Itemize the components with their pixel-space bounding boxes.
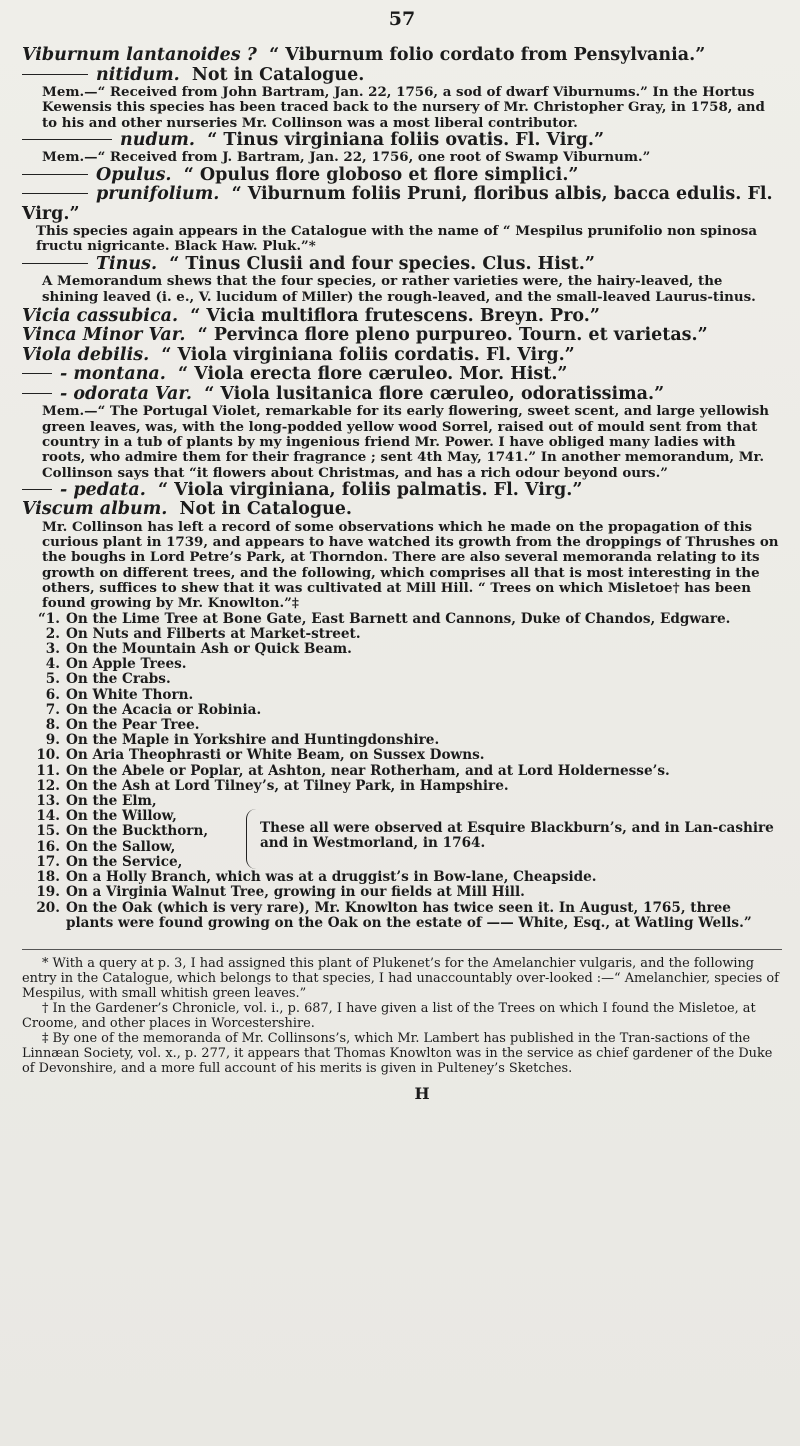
list-item-number: “1. — [37, 610, 60, 627]
list-item — [22, 627, 782, 642]
memo-paragraph: Mem.—“ The Portugal Violet, remarkable for its early flowering, sweet scent, and large yellowish green leaves, was, with the long-podded yellow wood Sorrel, raised out of mould sent from that country in a tub of plants by my ingenious friend Mr. Power. I have obliged many ladies with roots, who admire them for their fragrance ; sent 4th May, 1741.” In another memorandum, Mr. Collinson says that “it flowers about Christmas, and has a rich odour beyond ours.” — [42, 403, 770, 481]
list-item-text: On the Maple in Yorkshire and Huntingdonshire. — [66, 732, 440, 749]
list-item-text: On the Service, — [66, 853, 183, 870]
entry-nitidum: nitidum. Not in Catalogue. — [22, 66, 782, 86]
list-item-number: 6. — [45, 686, 60, 703]
list-item-number: 16. — [36, 838, 60, 855]
list-item — [22, 794, 782, 809]
bracket-note: These all were observed at Esquire Blackburn’s, and in Lan-cashire and in Westmorland, in 1764. — [260, 820, 774, 852]
entry-viola-odorata: - odorata Var. “ Viola lusitanica flore cæruleo, odoratissima.” — [22, 385, 782, 405]
list-item — [22, 779, 782, 794]
entry-prunifolium: prunifolium. “ Viburnum foliis Pruni, floribus albis, bacca edulis. Fl. Virg.” — [22, 184, 773, 224]
list-item-text: On the Ash at Lord Tilney’s, at Tilney Park, in Hampshire. — [66, 777, 509, 794]
list-item-text: On Apple Trees. — [66, 656, 187, 673]
list-item — [22, 642, 782, 657]
list-item-text: On Aria Theophrasti or White Beam, on Sussex Downs. — [66, 747, 485, 764]
list-item-text: On the Acacia or Robinia. — [66, 701, 262, 718]
entry-tinus: Tinus. “ Tinus Clusii and four species. Clus. Hist.” — [22, 255, 782, 275]
list-item-text: On the Abele or Poplar, at Ashton, near Rotherham, and at Lord Holdernesse’s. — [66, 762, 670, 779]
list-item-number: 20. — [36, 899, 60, 916]
list-item-text: On the Sallow, — [66, 838, 176, 855]
list-item-number: 8. — [45, 717, 60, 734]
list-item — [22, 657, 782, 672]
memorandum-paragraph: A Memorandum shews that the four species, or rather varieties were, the hairy-leaved, the shining leaved (i. e., V. lucidum of Miller) the rough-leaved, and the small-leaved Laurus-tinus. — [42, 273, 756, 305]
list-item — [22, 855, 782, 870]
list-item — [22, 718, 782, 733]
list-item-text: On the Crabs. — [66, 671, 171, 688]
entry-nudum: nudum. “ Tinus virginiana foliis ovatis. Fl. Virg.” — [22, 131, 782, 151]
list-item — [22, 764, 782, 779]
list-item-number: 17. — [36, 853, 60, 870]
memo-paragraph: Mem.—“ Received from John Bartram, Jan. 22, 1756, a sod of dwarf Viburnums.” In the Hortus Kewensis this species has been traced back to the nursery of Mr. Christopher Gray, in 1758, and to his and other nurseries Mr. Collinson was a most liberal contributor. — [42, 84, 765, 131]
footnote: † In the Gardener’s Chronicle, vol. i., p. 687, I have given a list of the Trees on which I found the Misletoe, at Croome, and other places in Worcestershire. — [22, 1000, 756, 1031]
list-item-number: 18. — [36, 869, 60, 886]
brace-mark — [246, 809, 257, 869]
list-item — [22, 870, 782, 885]
list-item-number: 4. — [45, 656, 60, 673]
list-item-number: 13. — [36, 793, 60, 810]
entry-viola-debilis: Viola debilis. “ Viola virginiana foliis cordatis. Fl. Virg.” — [22, 344, 575, 365]
list-item-number: 11. — [36, 762, 60, 779]
entry-vinca-minor: Vinca Minor Var. “ Pervinca flore pleno purpureo. Tourn. et varietas.” — [22, 325, 708, 346]
list-item-text: On a Virginia Walnut Tree, growing in our fields at Mill Hill. — [66, 884, 525, 901]
list-item-number: 19. — [36, 884, 60, 901]
list-item-text: On the Willow, — [66, 808, 177, 825]
list-item — [22, 703, 782, 718]
list-item — [22, 748, 782, 763]
entry-opulus: Opulus. “ Opulus flore globoso et flore simplici.” — [22, 166, 782, 186]
list-item-number: 2. — [45, 625, 60, 642]
list-item-number: 10. — [36, 747, 60, 764]
list-item-number: 5. — [45, 671, 60, 688]
list-item-number: 7. — [45, 701, 60, 718]
entry-viola-montana: - montana. “ Viola erecta flore cæruleo. Mor. Hist.” — [22, 365, 782, 385]
list-item — [22, 733, 782, 748]
entry-viscum-album: Viscum album. Not in Catalogue. — [22, 499, 353, 520]
list-item — [22, 901, 782, 931]
list-item — [22, 885, 782, 900]
list-item-number: 9. — [45, 732, 60, 749]
footnote-divider — [22, 949, 782, 950]
entry-vicia-cassubica: Vicia cassubica. “ Vicia multiflora frutescens. Breyn. Pro.” — [22, 305, 600, 326]
list-item-text: On the Lime Tree at Bone Gate, East Barnett and Cannons, Duke of Chandos, Edgware. — [66, 610, 731, 627]
list-item — [22, 688, 782, 703]
list-item-number: 14. — [36, 808, 60, 825]
catalogue-note: This species again appears in the Catalogue with the name of “ Mespilus prunifolio non spinosa fructu nigricante. Black Haw. Pluk.”* — [36, 223, 758, 255]
entry-viburnum-lantanoides: Viburnum lantanoides ? “ Viburnum folio cordato from Pensylvania.” — [22, 45, 706, 65]
list-item-number: 12. — [36, 777, 60, 794]
list-item — [22, 612, 782, 627]
misletoe-paragraph: Mr. Collinson has left a record of some observations which he made on the propagation of this curious plant in 1739, and appears to have watched its growth from the droppings of Thrushes on the boughs in Lord Petre’s Park, at Thorndon. There are also several memoranda relating to its growth on different trees, and the following, which comprises all that is most interesting in the others, suffices to shew that it was cultivated at Mill Hill. “ Trees on which Misletoe† has been found growing by Mr. Knowlton.”‡ — [42, 518, 779, 612]
footnote: ‡ By one of the memoranda of Mr. Collinsons’s, which Mr. Lambert has published in the Tran-sactions of the Linnæan Society, vol. x., p. 277, it appears that Thomas Knowlton was in the service as chief gardener of the Duke of Devonshire, and a more full account of his merits is given in Pulteney’s Sketches. — [22, 1030, 773, 1076]
list-item — [22, 672, 782, 687]
list-item-text: On White Thorn. — [66, 686, 194, 703]
list-item-text: On the Buckthorn, — [66, 823, 209, 840]
tree-list — [22, 870, 782, 931]
list-item-text: On the Mountain Ash or Quick Beam. — [66, 641, 352, 658]
bracketed-group — [22, 809, 782, 870]
list-item-text: On the Oak (which is very rare), Mr. Knowlton has twice seen it. In August, 1765, three plants were found growing on the Oak on the estate of —— White, Esq., at Watling Wells.” — [66, 899, 752, 931]
signature-mark: H — [414, 1083, 430, 1103]
list-item-text: On Nuts and Filberts at Market-street. — [66, 625, 361, 642]
list-item-text: On the Pear Tree. — [66, 717, 200, 734]
list-item-text: On the Elm, — [66, 793, 157, 810]
list-item-number: 15. — [36, 823, 60, 840]
list-item-number: 3. — [45, 641, 60, 658]
list-item-text: On a Holly Branch, which was at a druggist’s in Bow-lane, Cheapside. — [66, 869, 597, 886]
page-number: 57 — [388, 8, 416, 30]
footnote: * With a query at p. 3, I had assigned this plant of Plukenet’s for the Amelanchier vulgaris, and the following entry in the Catalogue, which belongs to that species, I had unaccountably over-looked :—“ Amelanchier, species of Mespilus, with small whitish green leaves.” — [22, 955, 779, 1001]
memo-paragraph: Mem.—“ Received from J. Bartram, Jan. 22, 1756, one root of Swamp Viburnum.” — [42, 149, 651, 166]
tree-list — [22, 612, 782, 810]
entry-viola-pedata: - pedata. “ Viola virginiana, foliis palmatis. Fl. Virg.” — [22, 481, 782, 501]
